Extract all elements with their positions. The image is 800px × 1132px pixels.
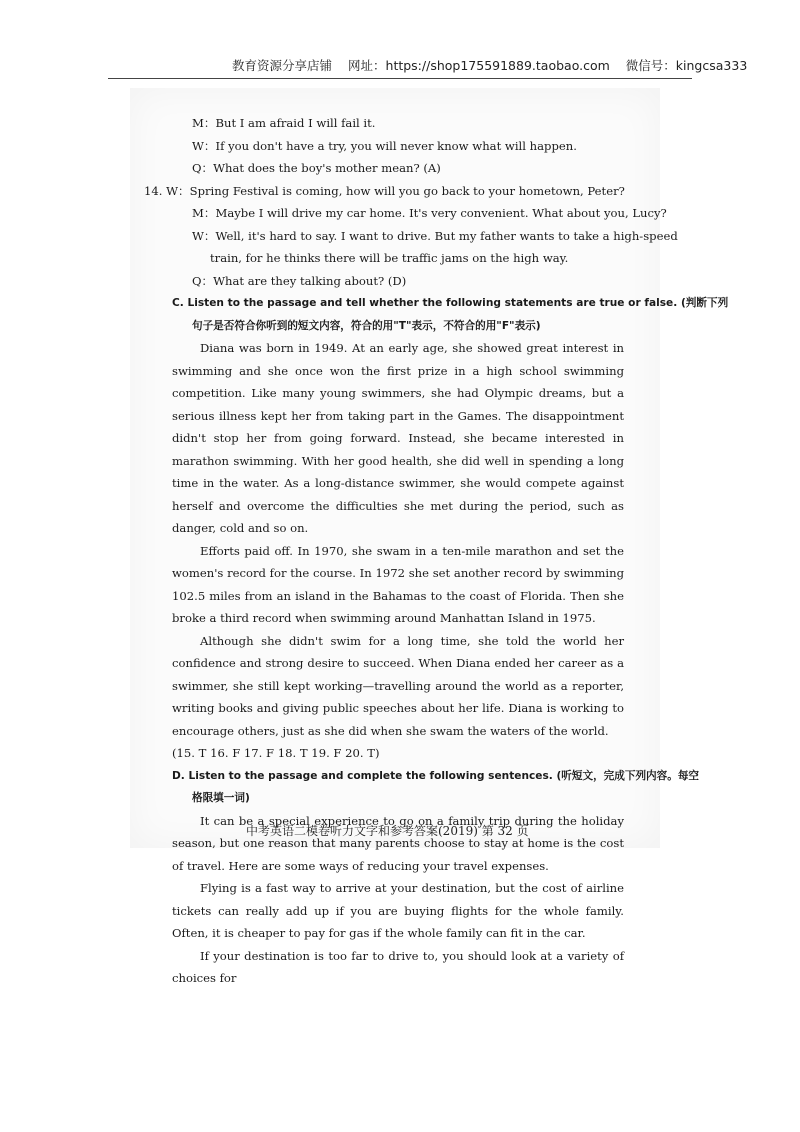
section-c-title-cont: 句子是否符合你听到的短文内容，符合的用"T"表示，不符合的用"F"表示) [192,319,541,332]
answer-key: (15. T 16. F 17. F 18. T 19. F 20. T) [172,746,380,760]
dialog-line: train, for he thinks there will be traffic jams on the high way. [210,251,569,265]
section-d-title: D. Listen to the passage and complete the following sentences. (听短文，完成下列内容。每空 [172,769,700,782]
passage-paragraph: Efforts paid off. In 1970, she swam in a ten-mile marathon and set the women's record for the course. In 1972 she set another record by swimming 102.5 miles from an island in the Bahamas to the coast of Florida. Then she broke a third record when swimming around Manhattan Island in 1975. [172,543,624,625]
dialog-line: M：Maybe I will drive my car home. It's very convenient. What about you, Lucy? [192,206,667,220]
passage-paragraph: Although she didn't swim for a long time, she told the world her confidence and strong desire to succeed. When Diana ended her career as a swimmer, she still kept working—travelling around the world as a reporter, writing books and giving public speeches about her life. Diana is working to encourage others, just as she did when she swam the waters of the world. [172,633,624,738]
shop-url: 网址：https://shop175591889.taobao.com [348,58,610,73]
wechat-id: 微信号：kingcsa333 [625,58,748,73]
passage-paragraph: Flying is a fast way to arrive at your destination, but the cost of airline tickets can really add up if you are buying flights for the whole family. Often, it is cheaper to pay for gas if the whole family can fit in the car. [172,881,624,940]
dialog-line [144,180,625,203]
dialog-line: M：But I am afraid I will fail it. [192,116,376,130]
shop-name: 教育资源分享店铺 [232,58,333,73]
section-d-title-cont: 格限填一词) [192,792,250,804]
section-c-passage [172,337,624,765]
page-footer: 中考英语二模卷听力文字和参考答案(2019) 第 32 页 [246,824,529,838]
dialog-text: W：Spring Festival is coming, how will you go back to your hometown, Peter? [166,183,625,198]
header-divider [108,78,692,79]
passage-paragraph: Diana was born in 1949. At an early age, she showed great interest in swimming and she once won the first prize in a high school swimming competition. Like many young swimmers, she had Olympic dreams, but a serious illness kept her from taking part in the Games. The disappointment didn't stop her from going forward. Instead, she became interested in marathon swimming. With her good health, she did well in spending a long time in the water. As a long-distance swimmer, she would compete against herself and overcome the difficulties she met during the period, such as danger, cold and so on. [172,341,624,535]
section-c-title: C. Listen to the passage and tell whether the following statements are true or false. (判断下列 [172,297,729,309]
dialog-question: Q：What does the boy's mother mean? (A) [192,161,441,175]
page-header [232,56,748,74]
dialog-question: Q：What are they talking about? (D) [192,273,407,288]
passage-paragraph: If your destination is too far to drive to, you should look at a variety of choices for [172,948,624,985]
dialog-line: W：Well, it's hard to say. I want to drive. But my father wants to take a high-speed [192,228,678,243]
passage-paragraph: It can be a special experience to go on a family trip during the holiday season, but one reason that many parents choose to stay at home is the cost of travel. Here are some ways of reducing your travel expenses. [172,813,624,873]
dialog-line: W：If you don't have a try, you will never know what will happen. [192,138,577,153]
document-body [144,112,729,990]
question-number: 14. [144,183,163,198]
